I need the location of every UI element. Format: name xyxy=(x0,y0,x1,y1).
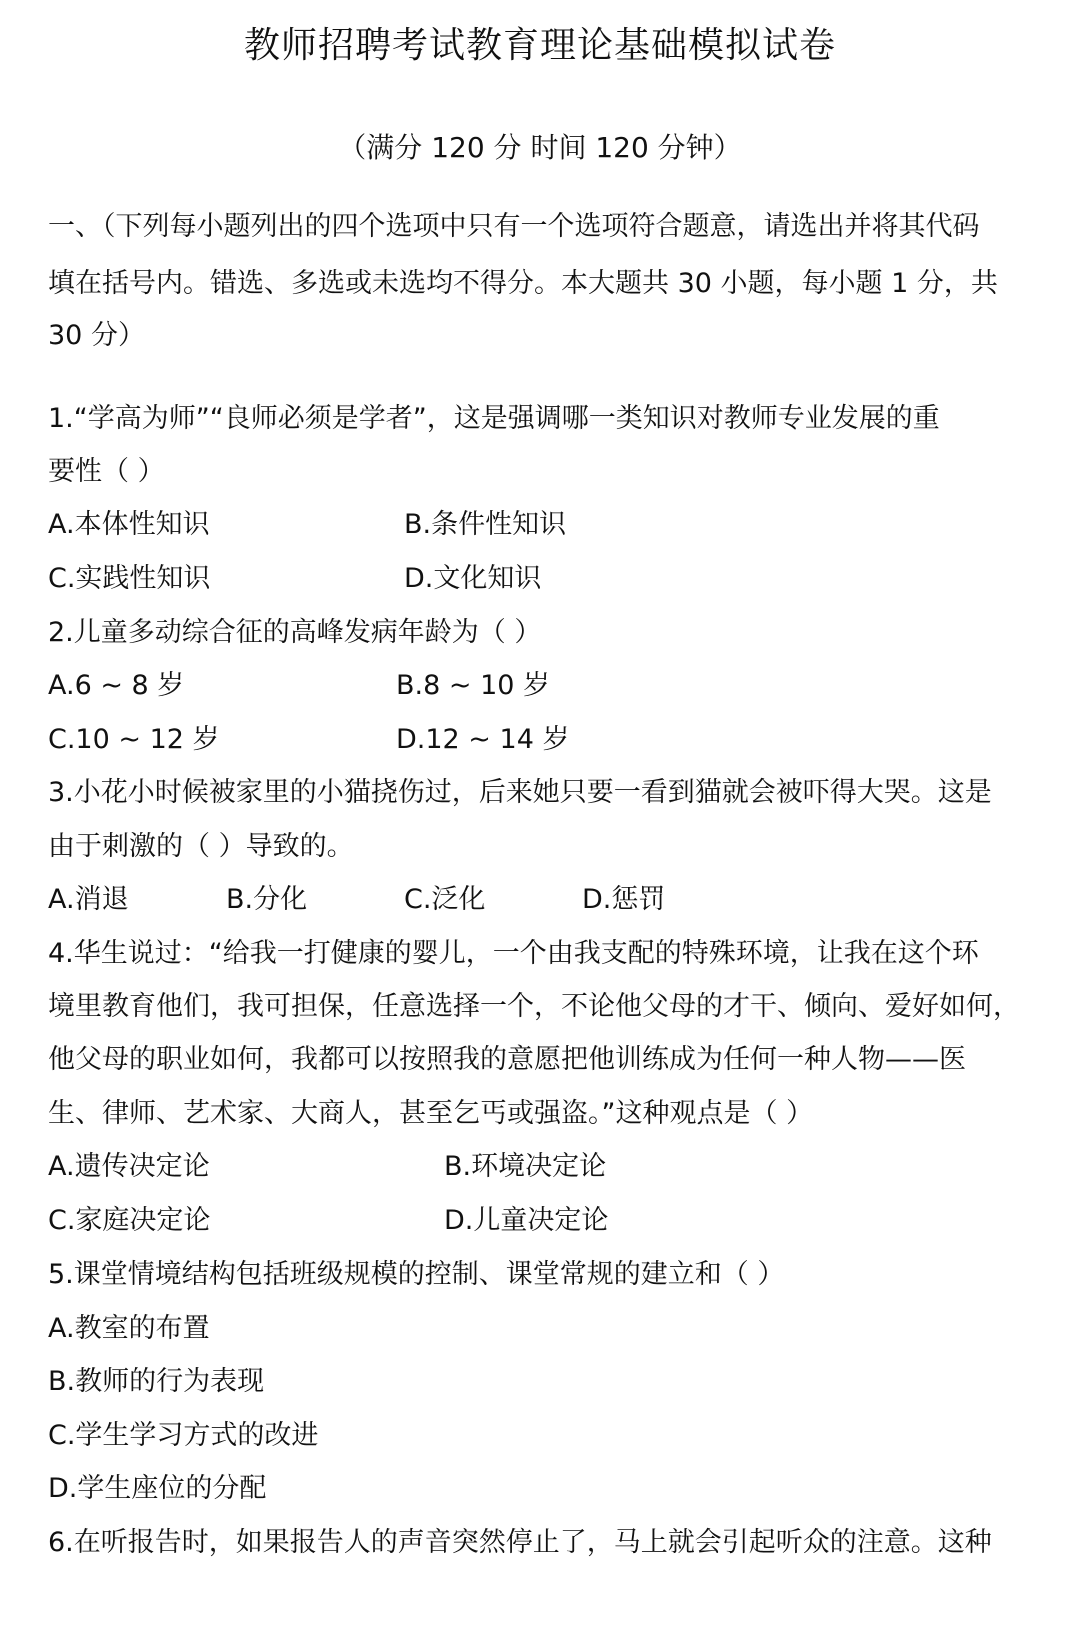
option-c: C.实践性知识 xyxy=(48,563,211,594)
question-stem-line: 要性（ ） xyxy=(48,456,165,487)
option-a: A.教室的布置 xyxy=(48,1313,210,1344)
question-stem-line: 他父母的职业如何，我都可以按照我的意愿把他训练成为任何一种人物——医 xyxy=(48,1044,966,1075)
option-d: D.学生座位的分配 xyxy=(48,1473,267,1504)
question-stem-line: 4.华生说过：“给我一打健康的婴儿，一个由我支配的特殊环境，让我在这个环 xyxy=(48,938,979,969)
question-stem-line: 6.在听报告时，如果报告人的声音突然停止了，马上就会引起听众的注意。这种 xyxy=(48,1527,992,1558)
question-stem-line: 1.“学高为师”“良师必须是学者”，这是强调哪一类知识对教师专业发展的重 xyxy=(48,403,940,434)
option-d: D.文化知识 xyxy=(404,563,542,594)
option-a: A.消退 xyxy=(48,884,129,915)
question-stem-line: 生、律师、艺术家、大商人，甚至乞丐或强盗。”这种观点是（ ） xyxy=(48,1098,814,1129)
section-instruction-line: 30 分） xyxy=(48,320,145,351)
option-a: A.本体性知识 xyxy=(48,509,210,540)
question-stem-line: 3.小花小时候被家里的小猫挠伤过，后来她只要一看到猫就会被吓得大哭。这是 xyxy=(48,777,992,808)
option-a: A.遗传决定论 xyxy=(48,1151,210,1182)
option-b: B.条件性知识 xyxy=(404,509,567,540)
option-d: D.惩罚 xyxy=(582,884,666,915)
option-b: B.分化 xyxy=(226,884,308,915)
question-stem-line: 境里教育他们，我可担保，任意选择一个，不论他父母的才干、倾向、爱好如何， xyxy=(48,991,1020,1022)
option-b: B.教师的行为表现 xyxy=(48,1366,265,1397)
question-stem-line: 5.课堂情境结构包括班级规模的控制、课堂常规的建立和（ ） xyxy=(48,1259,785,1290)
option-b: B.8 ~ 10 岁 xyxy=(396,670,551,701)
question-stem-line: 2.儿童多动综合征的高峰发病年龄为（ ） xyxy=(48,617,542,648)
option-c: C.10 ~ 12 岁 xyxy=(48,724,220,755)
section-instruction-line: 填在括号内。错选、多选或未选均不得分。本大题共 30 小题，每小题 1 分，共 xyxy=(48,268,998,299)
exam-title: 教师招聘考试教育理论基础模拟试卷 xyxy=(243,25,836,66)
option-c: C.泛化 xyxy=(404,884,486,915)
exam-subtitle: （满分 120 分 时间 120 分钟） xyxy=(338,131,742,164)
option-c: C.学生学习方式的改进 xyxy=(48,1420,319,1451)
section-instruction-line: 一、（下列每小题列出的四个选项中只有一个选项符合题意，请选出并将其代码 xyxy=(48,211,980,242)
option-b: B.环境决定论 xyxy=(444,1151,607,1182)
option-d: D.12 ~ 14 岁 xyxy=(396,724,570,755)
option-d: D.儿童决定论 xyxy=(444,1205,609,1236)
option-c: C.家庭决定论 xyxy=(48,1205,211,1236)
question-stem-line: 由于刺激的（ ）导致的。 xyxy=(48,831,354,862)
option-a: A.6 ~ 8 岁 xyxy=(48,670,185,701)
